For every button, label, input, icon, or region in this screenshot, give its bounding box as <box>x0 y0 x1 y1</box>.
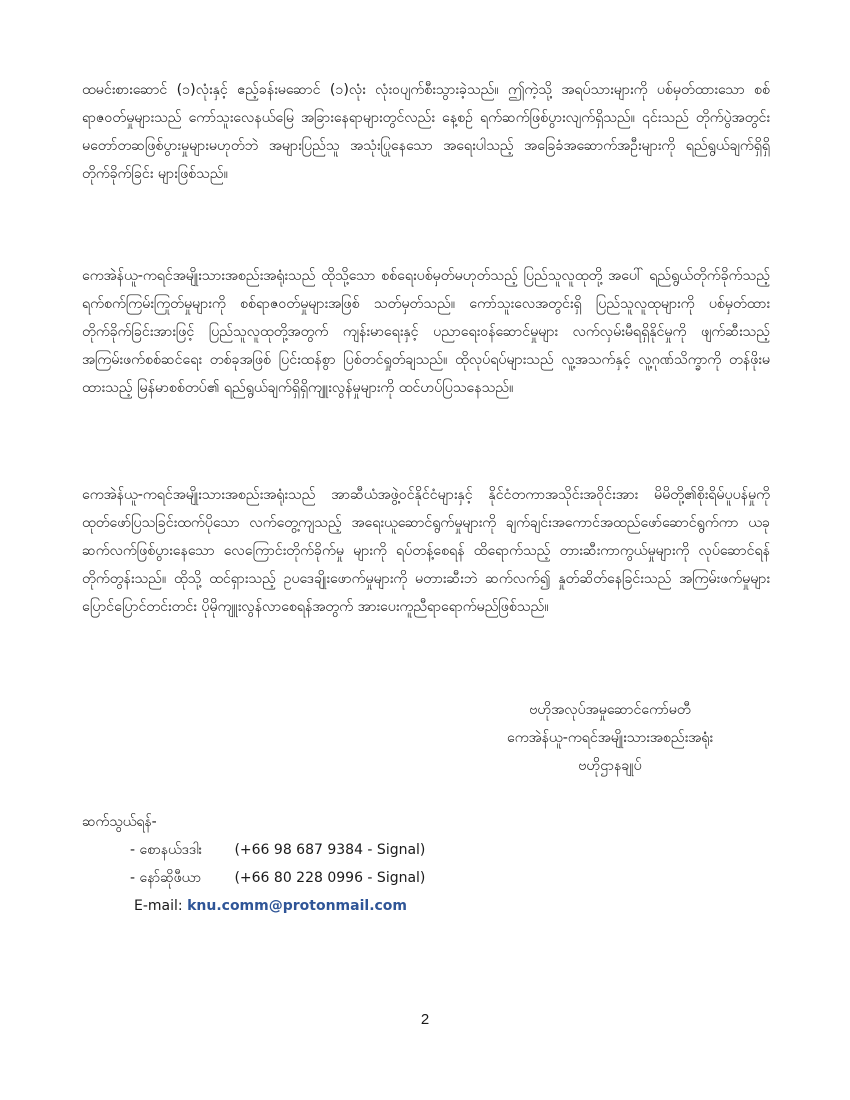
contact-email-row <box>82 892 425 920</box>
contact-block <box>82 808 425 920</box>
page-number: 2 <box>420 1011 430 1028</box>
signature-committee: ဗဟိုအလုပ်အမှုဆောင်ကော်မတီ <box>529 702 691 718</box>
email-label: E-mail: <box>134 898 183 914</box>
contact-row <box>82 836 425 864</box>
signature-block <box>440 696 780 780</box>
contact-name: - နော်ဆိုဖီယာ <box>130 870 201 886</box>
email-link[interactable]: knu.comm@protonmail.com <box>187 898 408 914</box>
contact-phone: (+66 98 687 9384 - Signal) <box>234 842 426 858</box>
contact-row <box>82 864 425 892</box>
contact-name: - စောနယ်ဒဒါး <box>130 842 203 858</box>
body-paragraph-3: ကေအဲန်ယူ-ကရင်အမျိုးသားအစည်းအရုံးသည် အာဆီယံအဖွဲ့ဝင်နိုင်ငံများနှင့် နိုင်ငံတကာအသိုင်းအဝိုင်းအား မိမိတို့၏စိုးရိမ်ပူပန်မှုကို ထုတ်ဖော်ပြသခြင်းထက်ပိုသော လက်တွေ့ကျသည့် အရေးယူဆောင်ရွက်မှုများကို ချက်ချင်းအကောင်အထည်ဖော်ဆောင်ရွက်ကာ ယခုဆက်လက်ဖြစ်ပွားနေသော လေကြောင်းတိုက်ခိုက်မှု များကို ရပ်တန့်စေရန် ထိရောက်သည့် တားဆီးကာကွယ်မှုများကို လုပ်ဆောင်ရန် တိုက်တွန်းသည်။ ထိုသို့ ထင်ရှားသည့် ဥပဒေချိုးဖောက်မှုများကို မတားဆီးဘဲ ဆက်လက်၍ နှုတ်ဆိတ်နေခြင်းသည် အကြမ်းဖက်မှုများ ပြောင်ပြောင်တင်းတင်း ပိုမိုကျူးလွန်လာစေရန်အတွက် အားပေးကူညီရာရောက်မည်ဖြစ်သည်။ <box>82 487 770 615</box>
signature-organization: ကေအဲန်ယူ-ကရင်အမျိုးသားအစည်းအရုံး <box>506 730 713 746</box>
contact-title: ဆက်သွယ်ရန်- <box>82 814 157 830</box>
contact-phone: (+66 80 228 0996 - Signal) <box>234 870 426 886</box>
signature-headquarters: ဗဟိုဌာနချုပ် <box>578 758 642 774</box>
body-paragraph-1: ထမင်းစားဆောင် (၁)လုံးနှင့် ဧည့်ခန်းမဆောင် (၁)လုံး လုံးဝပျက်စီးသွားခဲ့သည်။ ဤကဲ့သို့ အရပ်သားများကို ပစ်မှတ်ထားသော စစ်ရာဇဝတ်မှုများသည် ကော်သူးလေနယ်မြေ အခြားနေရာများတွင်လည်း နေ့စဉ် ရက်ဆက်ဖြစ်ပွားလျက်ရှိသည်။ ၎င်းသည် တိုက်ပွဲအတွင်း မတော်တဆဖြစ်ပွားမှုများမဟုတ်ဘဲ အများပြည်သူ အသုံးပြုနေသော အရေးပါသည့် အခြေခံအဆောက်အဦးများကို ရည်ရွယ်ချက်ရှိရှိ တိုက်ခိုက်ခြင်း များဖြစ်သည်။ <box>82 82 770 182</box>
body-paragraph-2: ကေအဲန်ယူ-ကရင်အမျိုးသားအစည်းအရုံးသည် ထိုသို့သော စစ်ရေးပစ်မှတ်မဟုတ်သည့် ပြည်သူလူထုတို့ အပေါ် ရည်ရွယ်တိုက်ခိုက်သည့် ရက်စက်ကြမ်းကြုတ်မှုများကို စစ်ရာဇဝတ်မှုများအဖြစ် သတ်မှတ်သည်။ ကော်သူးလေအတွင်းရှိ ပြည်သူလူထုများကို ပစ်မှတ်ထားတိုက်ခိုက်ခြင်းအားဖြင့် ပြည်သူလူထုတို့အတွက် ကျန်းမာရေးနှင့် ပညာရေးဝန်ဆောင်မှုများ လက်လှမ်းမီရရှိနိုင်မှုကို ဖျက်ဆီးသည့် အကြမ်းဖက်စစ်ဆင်ရေး တစ်ခုအဖြစ် ပြင်းထန်စွာ ပြစ်တင်ရှုတ်ချသည်။ ထိုလုပ်ရပ်များသည် လူ့အသက်နှင့် လူ့ဂုဏ်သိက္ခာကို တန်ဖိုးမထားသည့် မြန်မာစစ်တပ်၏ ရည်ရွယ်ချက်ရှိရှိကျူးလွန်မှုများကို ထင်ဟပ်ပြသနေသည်။ <box>82 268 770 396</box>
